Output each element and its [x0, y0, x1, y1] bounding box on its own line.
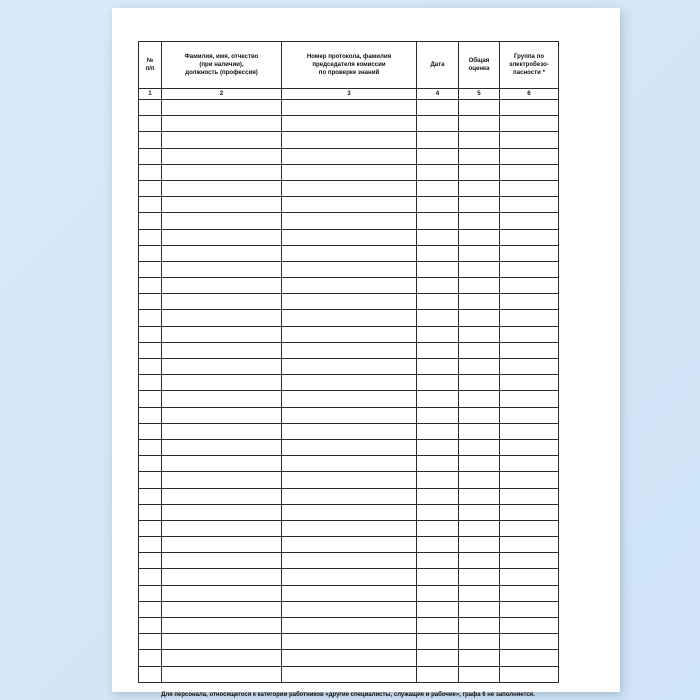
table-cell[interactable]	[162, 650, 282, 666]
table-cell[interactable]	[162, 342, 282, 358]
table-header	[139, 42, 559, 89]
header-line: председателя комиссии	[312, 60, 386, 68]
header-line: п/п	[145, 65, 155, 72]
table-row[interactable]	[139, 310, 559, 326]
table-row[interactable]	[139, 472, 559, 488]
column-number-4: 4	[417, 89, 459, 100]
table-cell[interactable]	[459, 229, 500, 245]
table-cell[interactable]	[282, 294, 417, 310]
column-header-protocol	[282, 42, 417, 89]
table-cell[interactable]	[162, 439, 282, 455]
table-row[interactable]	[139, 488, 559, 504]
table-row[interactable]	[139, 164, 559, 180]
table-cell[interactable]	[500, 213, 559, 229]
table-cell[interactable]	[139, 342, 162, 358]
table-cell[interactable]	[500, 294, 559, 310]
table-cell[interactable]	[500, 375, 559, 391]
table-cell[interactable]	[162, 553, 282, 569]
table-cell[interactable]	[417, 180, 459, 196]
table-row[interactable]	[139, 520, 559, 536]
column-number-1: 1	[139, 89, 162, 100]
table-cell[interactable]	[139, 213, 162, 229]
table-cell[interactable]	[162, 326, 282, 342]
table-cell[interactable]	[282, 569, 417, 585]
table-cell[interactable]	[282, 666, 417, 682]
table-cell[interactable]	[417, 278, 459, 294]
header-line: по проверке знаний	[318, 69, 380, 77]
table-cell[interactable]	[417, 342, 459, 358]
column-number-3: 3	[282, 89, 417, 100]
table-row[interactable]	[139, 634, 559, 650]
table-row[interactable]	[139, 391, 559, 407]
table-cell[interactable]	[500, 585, 559, 601]
table-cell[interactable]	[459, 310, 500, 326]
table-cell[interactable]	[282, 634, 417, 650]
table-row[interactable]	[139, 148, 559, 164]
table-row[interactable]	[139, 585, 559, 601]
table-cell[interactable]	[282, 310, 417, 326]
header-line: Дата	[430, 60, 445, 68]
table-row[interactable]	[139, 666, 559, 682]
table-row[interactable]	[139, 504, 559, 520]
table-row[interactable]	[139, 132, 559, 148]
table-cell[interactable]	[417, 439, 459, 455]
table-cell[interactable]	[459, 132, 500, 148]
table-cell[interactable]	[459, 213, 500, 229]
table-row[interactable]	[139, 407, 559, 423]
table-cell[interactable]	[282, 261, 417, 277]
table-cell[interactable]	[459, 456, 500, 472]
table-cell[interactable]	[162, 278, 282, 294]
table-cell[interactable]	[162, 585, 282, 601]
column-number-2: 2	[162, 89, 282, 100]
table-cell[interactable]	[459, 375, 500, 391]
table-cell[interactable]	[500, 601, 559, 617]
table-cell[interactable]	[282, 650, 417, 666]
table-cell[interactable]	[500, 472, 559, 488]
table-cell[interactable]	[282, 504, 417, 520]
table-cell[interactable]	[459, 148, 500, 164]
table-row[interactable]	[139, 326, 559, 342]
table-cell[interactable]	[500, 407, 559, 423]
header-line: электробезо-	[509, 60, 549, 68]
table-cell[interactable]	[417, 488, 459, 504]
table-cell[interactable]	[500, 634, 559, 650]
table-row[interactable]	[139, 359, 559, 375]
table-cell[interactable]	[500, 310, 559, 326]
table-cell[interactable]	[282, 100, 417, 116]
table-cell[interactable]	[500, 423, 559, 439]
table-cell[interactable]	[500, 148, 559, 164]
table-cell[interactable]	[139, 423, 162, 439]
table-cell[interactable]	[282, 520, 417, 536]
header-line: Общая	[468, 56, 490, 64]
table-cell[interactable]	[139, 504, 162, 520]
table-cell[interactable]	[500, 504, 559, 520]
table-cell[interactable]	[417, 423, 459, 439]
table-footnote: Для персонала, относящегося к категории работников «другие специалисты, служащие и рабочие», графа 6 не заполняется.	[161, 691, 535, 698]
table-cell[interactable]	[417, 294, 459, 310]
table-cell[interactable]	[139, 456, 162, 472]
table-row[interactable]	[139, 618, 559, 634]
table-cell[interactable]	[162, 601, 282, 617]
table-cell[interactable]	[417, 504, 459, 520]
table-cell[interactable]	[162, 456, 282, 472]
table-body	[139, 89, 559, 683]
table-cell[interactable]	[417, 666, 459, 682]
table-cell[interactable]	[500, 456, 559, 472]
table-cell[interactable]	[162, 569, 282, 585]
table-cell[interactable]	[139, 148, 162, 164]
table-cell[interactable]	[417, 245, 459, 261]
table-cell[interactable]	[139, 634, 162, 650]
table-row[interactable]	[139, 261, 559, 277]
table-cell[interactable]	[417, 553, 459, 569]
table-cell[interactable]	[500, 537, 559, 553]
table-cell[interactable]	[500, 439, 559, 455]
table-cell[interactable]	[500, 164, 559, 180]
table-cell[interactable]	[459, 278, 500, 294]
table-row[interactable]	[139, 245, 559, 261]
table-header-row	[139, 42, 559, 89]
table-cell[interactable]	[500, 132, 559, 148]
table-cell[interactable]	[282, 245, 417, 261]
table-cell[interactable]	[282, 164, 417, 180]
table-cell[interactable]	[500, 553, 559, 569]
table-cell[interactable]	[162, 407, 282, 423]
table-cell[interactable]	[459, 326, 500, 342]
table-cell[interactable]	[459, 294, 500, 310]
table-cell[interactable]	[500, 180, 559, 196]
table-cell[interactable]	[139, 520, 162, 536]
table-cell[interactable]	[417, 456, 459, 472]
table-cell[interactable]	[162, 634, 282, 650]
table-cell[interactable]	[459, 423, 500, 439]
table-cell[interactable]	[282, 148, 417, 164]
table-row[interactable]	[139, 601, 559, 617]
table-cell[interactable]	[459, 537, 500, 553]
table-cell[interactable]	[459, 634, 500, 650]
table-cell[interactable]	[500, 326, 559, 342]
table-cell[interactable]	[282, 132, 417, 148]
table-cell[interactable]	[139, 229, 162, 245]
table-row[interactable]	[139, 650, 559, 666]
table-cell[interactable]	[459, 569, 500, 585]
table-cell[interactable]	[459, 245, 500, 261]
table-cell[interactable]	[139, 164, 162, 180]
table-cell[interactable]	[282, 537, 417, 553]
table-cell[interactable]	[162, 261, 282, 277]
table-cell[interactable]	[500, 488, 559, 504]
table-cell[interactable]	[139, 569, 162, 585]
column-number-5: 5	[459, 89, 500, 100]
table-cell[interactable]	[139, 261, 162, 277]
column-header-group	[500, 42, 559, 89]
table-cell[interactable]	[500, 618, 559, 634]
table-cell[interactable]	[417, 164, 459, 180]
table-cell[interactable]	[459, 261, 500, 277]
table-cell[interactable]	[162, 504, 282, 520]
table-cell[interactable]	[459, 197, 500, 213]
table-cell[interactable]	[139, 666, 162, 682]
table-cell[interactable]	[162, 197, 282, 213]
table-cell[interactable]	[139, 618, 162, 634]
column-number-row	[139, 89, 559, 100]
header-line: должность (профессия)	[185, 69, 258, 77]
header-line: (при наличии),	[199, 60, 244, 68]
table-row[interactable]	[139, 180, 559, 196]
table-cell[interactable]	[282, 180, 417, 196]
table-row[interactable]	[139, 213, 559, 229]
table-cell[interactable]	[417, 391, 459, 407]
table-cell[interactable]	[139, 180, 162, 196]
header-line: пасности *	[513, 69, 545, 77]
table-cell[interactable]	[139, 601, 162, 617]
table-cell[interactable]	[417, 601, 459, 617]
table-cell[interactable]	[162, 229, 282, 245]
table-cell[interactable]	[162, 391, 282, 407]
table-cell[interactable]	[139, 116, 162, 132]
table-cell[interactable]	[139, 537, 162, 553]
table-cell[interactable]	[162, 245, 282, 261]
document-sheet	[112, 8, 620, 698]
table-cell[interactable]	[282, 229, 417, 245]
table-cell[interactable]	[282, 439, 417, 455]
table-cell[interactable]	[282, 278, 417, 294]
table-cell[interactable]	[282, 326, 417, 342]
table-cell[interactable]	[500, 569, 559, 585]
table-cell[interactable]	[417, 618, 459, 634]
table-cell[interactable]	[139, 310, 162, 326]
table-cell[interactable]	[282, 472, 417, 488]
table-cell[interactable]	[282, 391, 417, 407]
table-cell[interactable]	[162, 423, 282, 439]
table-cell[interactable]	[459, 601, 500, 617]
table-cell[interactable]	[500, 520, 559, 536]
header-line: №	[146, 56, 154, 64]
table-row[interactable]	[139, 278, 559, 294]
table-cell[interactable]	[162, 310, 282, 326]
table-cell[interactable]	[459, 520, 500, 536]
table-cell[interactable]	[162, 213, 282, 229]
table-cell[interactable]	[500, 359, 559, 375]
table-cell[interactable]	[282, 342, 417, 358]
table-cell[interactable]	[139, 132, 162, 148]
table-cell[interactable]	[500, 261, 559, 277]
table-cell[interactable]	[139, 100, 162, 116]
table-cell[interactable]	[282, 456, 417, 472]
table-cell[interactable]	[417, 407, 459, 423]
table-cell[interactable]	[139, 472, 162, 488]
table-cell[interactable]	[459, 100, 500, 116]
table-cell[interactable]	[417, 310, 459, 326]
table-cell[interactable]	[417, 520, 459, 536]
table-cell[interactable]	[459, 439, 500, 455]
table-cell[interactable]	[162, 472, 282, 488]
table-cell[interactable]	[417, 148, 459, 164]
table-cell[interactable]	[417, 326, 459, 342]
column-number-6: 6	[500, 89, 559, 100]
table-cell[interactable]	[139, 439, 162, 455]
table-row[interactable]	[139, 375, 559, 391]
table-cell[interactable]	[417, 472, 459, 488]
table-cell[interactable]	[282, 601, 417, 617]
table-cell[interactable]	[162, 359, 282, 375]
table-cell[interactable]	[162, 375, 282, 391]
table-cell[interactable]	[139, 488, 162, 504]
table-cell[interactable]	[459, 488, 500, 504]
table-cell[interactable]	[282, 213, 417, 229]
table-cell[interactable]	[417, 116, 459, 132]
table-cell[interactable]	[459, 407, 500, 423]
table-cell[interactable]	[139, 326, 162, 342]
table-cell[interactable]	[417, 100, 459, 116]
table-row[interactable]	[139, 537, 559, 553]
table-row[interactable]	[139, 553, 559, 569]
table-cell[interactable]	[282, 585, 417, 601]
column-header-mark	[459, 42, 500, 89]
table-cell[interactable]	[417, 197, 459, 213]
table-cell[interactable]	[417, 537, 459, 553]
table-cell[interactable]	[162, 180, 282, 196]
table-cell[interactable]	[282, 553, 417, 569]
table-cell[interactable]	[162, 488, 282, 504]
table-cell[interactable]	[417, 132, 459, 148]
table-cell[interactable]	[500, 278, 559, 294]
table-cell[interactable]	[459, 180, 500, 196]
table-cell[interactable]	[417, 359, 459, 375]
table-cell[interactable]	[459, 472, 500, 488]
table-cell[interactable]	[500, 197, 559, 213]
knowledge-check-journal-table	[138, 41, 559, 683]
table-cell[interactable]	[139, 650, 162, 666]
table-cell[interactable]	[162, 148, 282, 164]
table-row[interactable]	[139, 197, 559, 213]
table-row[interactable]	[139, 100, 559, 116]
table-cell[interactable]	[459, 553, 500, 569]
table-row[interactable]	[139, 423, 559, 439]
table-cell[interactable]	[162, 100, 282, 116]
table-cell[interactable]	[162, 618, 282, 634]
table-cell[interactable]	[459, 359, 500, 375]
table-cell[interactable]	[500, 650, 559, 666]
table-cell[interactable]	[282, 423, 417, 439]
table-row[interactable]	[139, 342, 559, 358]
table-cell[interactable]	[139, 359, 162, 375]
table-cell[interactable]	[417, 213, 459, 229]
table-row[interactable]	[139, 116, 559, 132]
table-cell[interactable]	[162, 666, 282, 682]
header-line: оценка	[468, 65, 490, 72]
table-cell[interactable]	[139, 278, 162, 294]
table-cell[interactable]	[139, 197, 162, 213]
table-cell[interactable]	[500, 100, 559, 116]
table-cell[interactable]	[417, 634, 459, 650]
document-content	[138, 41, 558, 700]
table-cell[interactable]	[459, 391, 500, 407]
table-cell[interactable]	[282, 116, 417, 132]
table-cell[interactable]	[459, 164, 500, 180]
table-cell[interactable]	[282, 359, 417, 375]
table-cell[interactable]	[459, 585, 500, 601]
table-cell[interactable]	[282, 488, 417, 504]
table-cell[interactable]	[139, 585, 162, 601]
table-cell[interactable]	[282, 375, 417, 391]
table-cell[interactable]	[500, 391, 559, 407]
table-cell[interactable]	[417, 261, 459, 277]
column-header-date	[417, 42, 459, 89]
table-cell[interactable]	[139, 294, 162, 310]
table-cell[interactable]	[459, 504, 500, 520]
table-cell[interactable]	[500, 666, 559, 682]
table-cell[interactable]	[500, 342, 559, 358]
table-cell[interactable]	[162, 520, 282, 536]
table-cell[interactable]	[282, 618, 417, 634]
table-cell[interactable]	[139, 553, 162, 569]
table-cell[interactable]	[417, 569, 459, 585]
table-cell[interactable]	[459, 116, 500, 132]
table-cell[interactable]	[139, 391, 162, 407]
table-row[interactable]	[139, 229, 559, 245]
table-cell[interactable]	[459, 650, 500, 666]
header-line: Группа по	[513, 52, 545, 60]
table-row[interactable]	[139, 294, 559, 310]
column-header-no	[139, 42, 162, 89]
table-cell[interactable]	[417, 650, 459, 666]
table-cell[interactable]	[162, 164, 282, 180]
table-cell[interactable]	[459, 618, 500, 634]
table-row[interactable]	[139, 456, 559, 472]
table-cell[interactable]	[139, 407, 162, 423]
table-cell[interactable]	[139, 375, 162, 391]
header-line: Фамилия, имя, отчество	[184, 52, 259, 60]
table-cell[interactable]	[417, 375, 459, 391]
table-cell[interactable]	[500, 229, 559, 245]
table-cell[interactable]	[417, 585, 459, 601]
table-row[interactable]	[139, 569, 559, 585]
table-row[interactable]	[139, 439, 559, 455]
table-cell[interactable]	[459, 666, 500, 682]
table-cell[interactable]	[282, 197, 417, 213]
table-cell[interactable]	[162, 116, 282, 132]
table-cell[interactable]	[162, 537, 282, 553]
table-cell[interactable]	[417, 229, 459, 245]
table-cell[interactable]	[162, 132, 282, 148]
table-cell[interactable]	[500, 116, 559, 132]
table-cell[interactable]	[282, 407, 417, 423]
table-cell[interactable]	[459, 342, 500, 358]
table-cell[interactable]	[139, 245, 162, 261]
table-cell[interactable]	[162, 294, 282, 310]
column-header-fio	[162, 42, 282, 89]
header-line: Номер протокола, фамилия	[306, 52, 392, 60]
table-cell[interactable]	[500, 245, 559, 261]
